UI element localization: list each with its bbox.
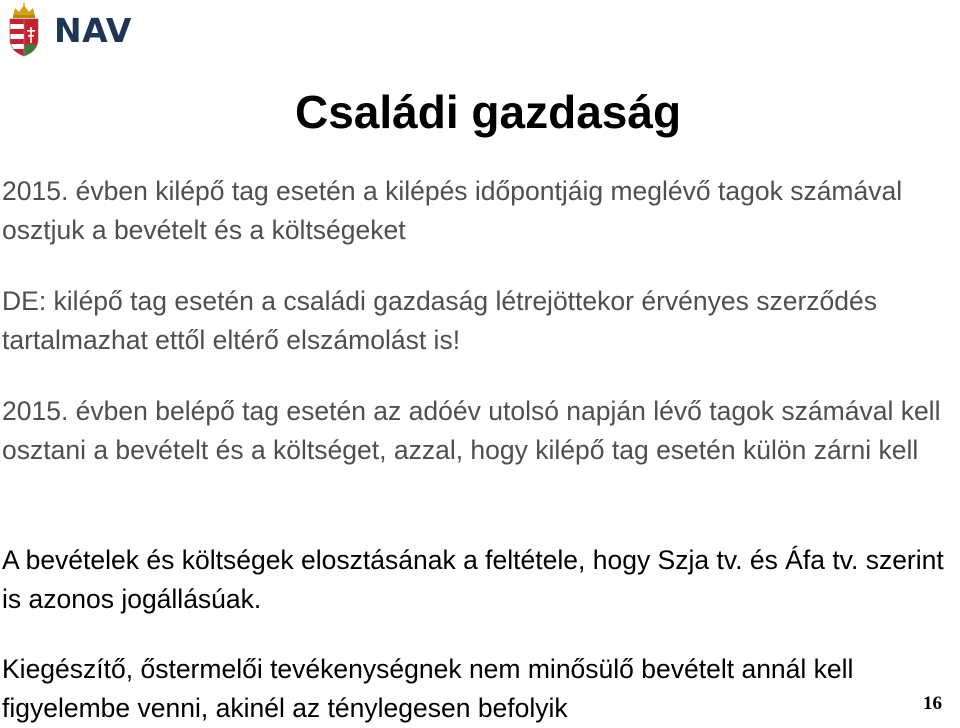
nav-logo xyxy=(6,2,132,58)
paragraph-3: 2015. évben belépő tag esetén az adóév utolsó napján lévő tagok számával kell osztani a bevételt és a költséget, azzal, hogy kilépő tag esetén külön zárni kell xyxy=(2,396,941,465)
paragraph-4: A bevételek és költségek elosztásának a feltétele, hogy Szja tv. és Áfa tv. szerint is azonos jogállásúak. xyxy=(2,545,944,614)
paragraph-5: Kiegészítő, őstermelői tevékenységnek nem minősülő bevételt annál kell figyelembe venni, akinél az ténylegesen befolyik xyxy=(2,654,854,723)
paragraph-2: DE: kilépő tag esetén a családi gazdaság létrejöttekor érvényes szerződés tartalmazhat ettől eltérő elszámolást is! xyxy=(2,286,877,355)
paragraph-1: 2015. évben kilépő tag esetén a kilépés időpontjáig meglévő tagok számával osztjuk a bevételt és a költségeket xyxy=(2,176,903,245)
hungarian-coat-of-arms-icon xyxy=(6,3,42,57)
page-number: 16 xyxy=(923,693,942,714)
logo-text: NAV xyxy=(54,10,132,50)
slide-title: Családi gazdaság xyxy=(295,86,682,138)
